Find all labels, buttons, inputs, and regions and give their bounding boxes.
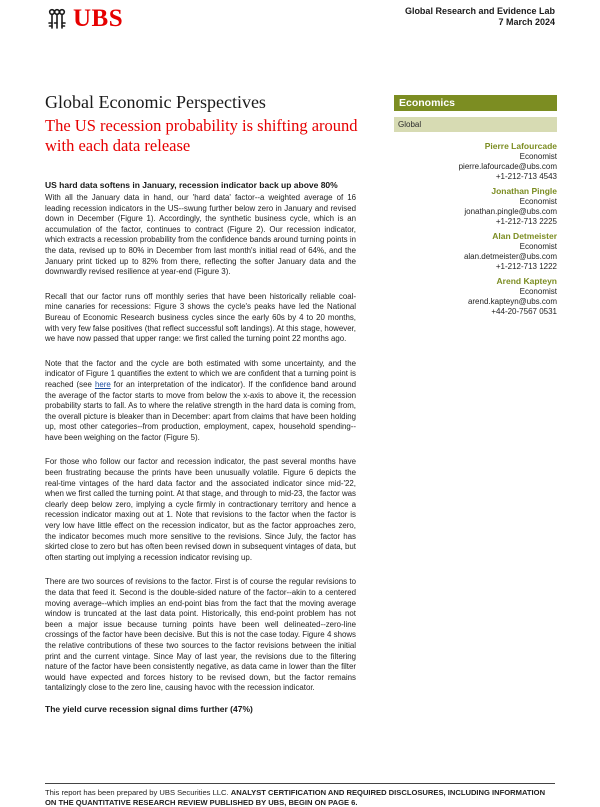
page-subtitle: The US recession probability is shifting around with each data release (45, 116, 358, 155)
author-email-link[interactable]: arend.kapteyn@ubs.com (467, 297, 557, 306)
footer-disclosure: ANALYST CERTIFICATION AND REQUIRED DISCLOSURES, INCLUDING INFORMATION ON THE QUANTITATIVE RESEARCH REVIEW PUBLISHED BY UBS, BEGIN ON PAGE 6. (45, 788, 546, 807)
disclosure-footer (45, 783, 555, 807)
paragraph-text: Note that the factor and the cycle are both estimated with some uncertainty, and the indicator of Figure 1 quantifies the extent to which we are confident that a turning point is reached (see (45, 358, 356, 389)
author-card (394, 141, 557, 182)
section-label: Economics (394, 95, 557, 111)
author-name: Pierre Lafourcade (484, 141, 557, 151)
section-heading: The yield curve recession signal dims further (47%) (45, 703, 253, 714)
ubs-logo (45, 6, 123, 31)
report-date: 7 March 2024 (498, 17, 555, 27)
paragraph-text: for an interpretation of the indicator). If the confidence band around the average of the factor starts to move from below the x-axis to above it, the recession probability starts to fall. As to where the relative strength in the hard data is coming from, the overall picture is bleaker than in December: apart from claims that have been holding up, most other categories--from production, employment, capex, household spending--have been weighing on the factor (Figure 5). (45, 379, 356, 442)
author-email-link[interactable]: pierre.lafourcade@ubs.com (458, 162, 557, 171)
section-heading: US hard data softens in January, recession indicator back up above 80% (45, 180, 338, 190)
ubs-keys-logo-icon (45, 8, 69, 30)
subsection-label: Global (394, 117, 557, 132)
author-name: Arend Kapteyn (496, 276, 557, 286)
paragraph: There are two sources of revisions to the factor. First is of course the regular revisions to the data that feed it. Second is the double-sided nature of the factor--akin to a centered moving average--which implies an end-point bias from the fact that the moving average window is truncated at the last data point. Historically, this end-point problem has not been a major issue because turning points have been well delineated--zero-line crossings of the factor have been decisive. But this is not the case today. Figure 4 shows the relative contributions of these two sources to the factor revisions between the initial print and the current vintage. Since May of last year, the revisions due to the filtering nature of the factor have been consistently negative, as data came in lower than the filter would have expected and forces history to be revised down, but the factor remains tantalizingly close to the zero line, causing havoc with the recession indicator. (45, 577, 356, 693)
body-text (45, 180, 356, 715)
author-email-link[interactable]: alan.detmeister@ubs.com (463, 252, 557, 261)
page-title: Global Economic Perspectives (45, 92, 266, 112)
author-card (394, 186, 557, 227)
sidebar (394, 95, 557, 321)
publisher-name: Global Research and Evidence Lab (404, 6, 555, 16)
author-phone: +44-20-7567 0531 (491, 307, 557, 316)
author-phone: +1-212-713 2225 (495, 217, 557, 226)
author-email-link[interactable]: jonathan.pingle@ubs.com (464, 207, 557, 216)
paragraph: For those who follow our factor and recession indicator, the past several months have been frustrating because the prints have been unusually volatile. Figure 6 depicts the real-time vintages of the hard data factor and the associated indicator since mid-'22, when we first called the turning point. At that stage, and through to mid-23, the factor was clearly deep below zero, implying a cycle firmly in contractionary territory and hence a recession indicator maxing out at 1. Note that revisions to the factor when the factor is very low have little effect on the recession indicator, but as the factor approaches zero, the indicator becomes much more sensitive to the revisions. Since July, the factor has skirted close to zero but has often been revised down in subsequent vintages of data, but often starting out implying a recession indicator revising up. (45, 457, 357, 562)
report-header-info (405, 6, 555, 28)
paragraph: Recall that our factor runs off monthly series that have been historically reliable coal-mine canaries for recessions: Figure 3 shows the cycle's peaks have led the National Bureau of Economic Research business cycles since the early 60s by 4 to 20 months, with very few false positives (that reflect successful soft landings). At this stage, however, we have now passed that upper range: we first called the turning point 22 months ago. (45, 291, 356, 344)
author-list (394, 141, 557, 317)
author-card (394, 276, 557, 317)
footer-lead: This report has been prepared by UBS Securities LLC. (45, 788, 229, 797)
here-link[interactable]: here (94, 379, 111, 389)
paragraph: With all the January data in hand, our 'hard data' factor--a weighted average of 16 leading recession indicators in the US--swung further below zero in January and revised down in December (Figure 1). Accordingly, the synthetic business cycle, which is an accumulation of the factor, continues to contract (Figure 2). Our recession indicator, which extracts a recession probability from the confidence bands around turning points in the data, revised up to 80% in December from last month's initial read of 64%, and the January print ticked up to 82% from there, reflecting the softer January data and the downwardly revised resilience at year-end (Figure 3). (45, 193, 356, 277)
author-card (394, 231, 557, 272)
author-role: Economist (519, 152, 557, 161)
author-phone: +1-212-713 4543 (495, 172, 557, 181)
author-role: Economist (519, 242, 557, 251)
author-phone: +1-212-713 1222 (495, 262, 557, 271)
author-name: Jonathan Pingle (491, 186, 557, 196)
paragraph (45, 359, 356, 444)
logo-text: UBS (73, 5, 124, 32)
author-role: Economist (519, 287, 557, 296)
author-name: Alan Detmeister (492, 231, 557, 241)
author-role: Economist (519, 197, 557, 206)
